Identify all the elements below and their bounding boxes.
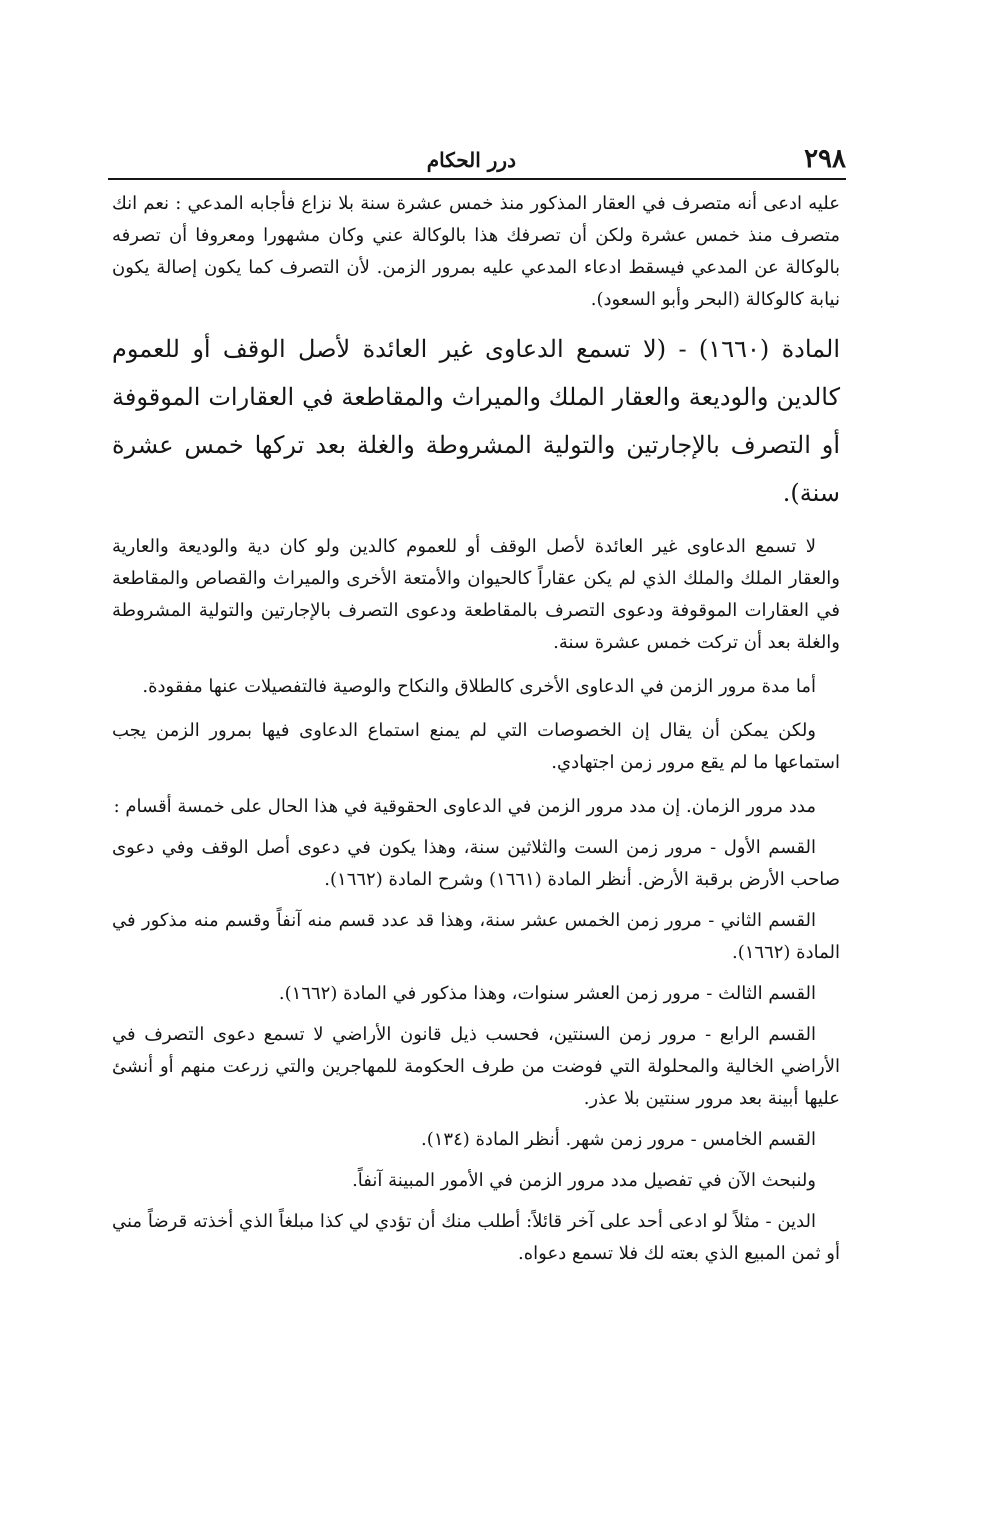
running-head (108, 140, 846, 176)
paragraph-debt: الدين - مثلاً لو ادعى أحد على آخر قائلاً: أطلب منك أن تؤدي لي كذا مبلغاً الذي أخذته قرضاً مني أو ثمن المبيع الذي بعته لك فلا تسمع دعواه. (112, 1211, 840, 1264)
paragraph-intro: عليه ادعى أنه متصرف في العقار المذكور منذ خمس عشرة سنة بلا نزاع فأجابه المدعي : نعم انك متصرف منذ خمس عشرة ولكن أن تصرفك هذا بالوكالة عني وكان مشهورا ومعروفا أن تصرفه بالوكالة عن المدعي فيسقط ادعاء المدعي عليه بمرور الزمن. لأن التصرف كما يكون إصالة يكون نيابة كالوكالة (البحر وأبو السعود). (112, 193, 840, 310)
paragraph-other-claims: أما مدة مرور الزمن في الدعاوى الأخرى كالطلاق والنكاح والوصية فالتفصيلات عنها مفقودة. (142, 676, 816, 697)
paragraph-section-4: القسم الرابع - مرور زمن السنتين، فحسب ذيل قانون الأراضي لا تسمع دعوى التصرف في الأراضي الخالية والمحلولة التي فوضت من طرف الحكومة للمهاجرين والتي زرعت منهم أو أنشئ عليها أبينة بعد مرور سنتين بلا عذر. (112, 1024, 840, 1109)
body-text (112, 188, 840, 1279)
paragraph-details: ولنبحث الآن في تفصيل مدد مرور الزمن في الأمور المبينة آنفاً. (352, 1170, 816, 1191)
paragraph-section-5: القسم الخامس - مرور زمن شهر. أنظر المادة (١٣٤). (420, 1129, 816, 1150)
paragraph-section-2: القسم الثاني - مرور زمن الخمس عشر سنة، وهذا قد عدد قسم منه آنفاً وقسم منه مذكور في المادة (١٦٦٢). (112, 910, 840, 963)
paragraph-periods-intro: مدد مرور الزمان. إن مدد مرور الزمن في الدعاوى الحقوقية في هذا الحال على خمسة أقسام : (113, 796, 816, 817)
header-divider (108, 178, 846, 180)
paragraph-explanation: لا تسمع الدعاوى غير العائدة لأصل الوقف أو للعموم كالدين ولو كان دية والوديعة والعارية والعقار الملك والملك الذي لم يكن عقاراً كالحيوان والأمتعة الأخرى والميراث والقصاص والمقاطعة في العقارات الموقوفة ودعوى التصرف بالمقاطعة ودعوى التصرف بالإجارتين والتولية المشروطة والغلة بعد أن تركت خمس عشرة سنة. (112, 536, 840, 653)
paragraph-section-3: القسم الثالث - مرور زمن العشر سنوات، وهذا مذكور في المادة (١٦٦٢). (278, 983, 816, 1004)
paragraph-hearing: ولكن يمكن أن يقال إن الخصوصات التي لم يمنع استماع الدعاوى فيها بمرور الزمن يجب استماعها ما لم يقع مرور زمن اجتهادي. (112, 720, 840, 773)
header-title: درر الحكام (426, 148, 516, 172)
article-1660-heading: المادة (١٦٦٠) - (لا تسمع الدعاوى غير العائدة لأصل الوقف أو للعموم كالدين والوديعة والعقار الملك والميراث والمقاطعة في العقارات الموقوفة أو التصرف بالإجارتين والتولية المشروطة والغلة بعد تركها خمس عشرة سنة). (112, 335, 841, 507)
page-number: ٢٩٨ (804, 144, 846, 174)
paragraph-section-1: القسم الأول - مرور زمن الست والثلاثين سنة، وهذا يكون في دعوى أصل الوقف وفي دعوى صاحب الأرض برقبة الأرض. أنظر المادة (١٦٦١) وشرح المادة (١٦٦٢). (112, 837, 840, 890)
